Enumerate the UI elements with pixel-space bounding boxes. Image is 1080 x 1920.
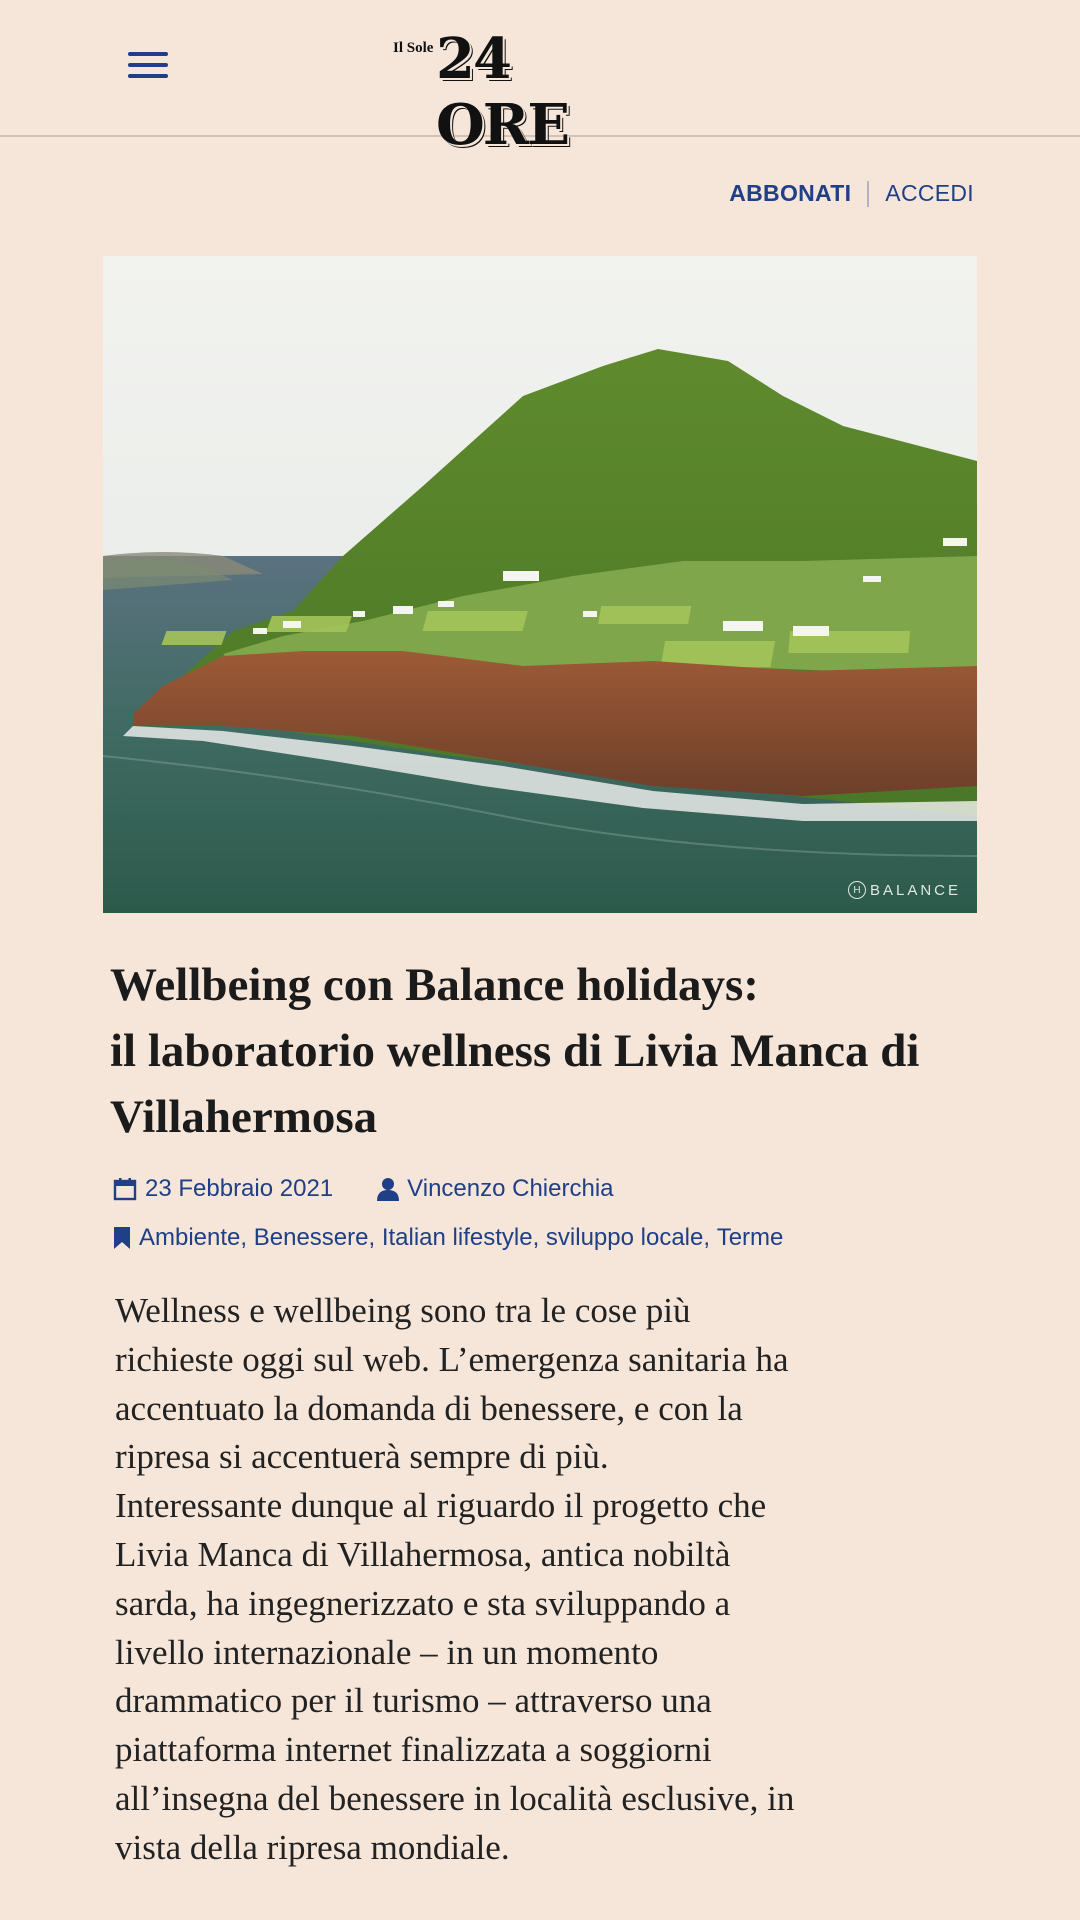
title-line: Wellbeing con Balance holidays: [110, 959, 759, 1011]
bookmark-icon [113, 1226, 131, 1250]
body-line: vista della ripresa mondiale. [115, 1827, 510, 1867]
body-line: Wellness e wellbeing sono tra le cose più [115, 1291, 691, 1330]
logo-big-text: 24 ORE [436, 26, 569, 158]
body-line: ripresa si accentuerà sempre di più. [115, 1437, 609, 1477]
tag-separator: , [703, 1224, 717, 1251]
article-title [110, 952, 990, 1150]
user-icon [377, 1177, 399, 1201]
body-line: accentuato la domanda di benessere, e con la [115, 1388, 743, 1428]
subscribe-link[interactable]: ABBONATI [729, 180, 852, 206]
tag-link-italian-lifestyle[interactable]: Italian lifestyle [381, 1224, 533, 1251]
tag-link-ambiente[interactable]: Ambiente [139, 1224, 241, 1251]
top-bar [0, 0, 1080, 158]
article-body [115, 1287, 915, 1873]
body-line: drammatico per il turismo – attraverso una [115, 1681, 712, 1721]
tag-link-sviluppo-locale[interactable]: sviluppo locale [545, 1224, 704, 1251]
body-line: livello internazionale – in un momento [115, 1632, 659, 1672]
login-link[interactable]: ACCEDI [885, 180, 974, 206]
calendar-icon [113, 1177, 137, 1201]
body-line: richieste oggi sul web. L’emergenza sanitaria ha [115, 1339, 789, 1379]
title-line: il laboratorio wellness di Livia Manca di [110, 1025, 920, 1077]
balance-logo-icon: H [848, 881, 866, 899]
body-line: all’insegna del benessere in località esclusive, in [115, 1778, 795, 1818]
auth-links [729, 180, 974, 207]
tag-separator: , [532, 1224, 546, 1251]
body-line: sarda, ha ingegnerizzato e sta sviluppando a [115, 1583, 731, 1623]
article-date [113, 1175, 333, 1203]
watermark-text: BALANCE [869, 881, 961, 899]
article-meta-row [113, 1175, 614, 1203]
article-author[interactable] [377, 1175, 613, 1203]
body-line: Interessante dunque al riguardo il progetto che [115, 1486, 767, 1526]
balance-watermark [848, 881, 961, 899]
hamburger-menu-icon[interactable] [128, 52, 172, 82]
logo-small-text: Il Sole [393, 40, 434, 56]
tag-link-benessere[interactable]: Benessere [253, 1224, 369, 1251]
author-link[interactable]: Vincenzo Chierchia [407, 1175, 614, 1202]
body-line: Livia Manca di Villahermosa, antica nobiltà [115, 1534, 731, 1574]
hero-image [103, 256, 977, 913]
tag-separator: , [240, 1224, 254, 1251]
body-line: piattaforma internet finalizzata a soggiorni [115, 1730, 712, 1770]
date-text: 23 Febbraio 2021 [145, 1175, 334, 1202]
site-logo[interactable] [390, 26, 650, 158]
title-line: Villahermosa [110, 1091, 378, 1143]
island-landscape-image [103, 256, 977, 913]
auth-divider [867, 181, 869, 207]
article-tags-row [113, 1224, 783, 1252]
tag-separator: , [368, 1224, 382, 1251]
tag-link-terme[interactable]: Terme [716, 1224, 784, 1251]
